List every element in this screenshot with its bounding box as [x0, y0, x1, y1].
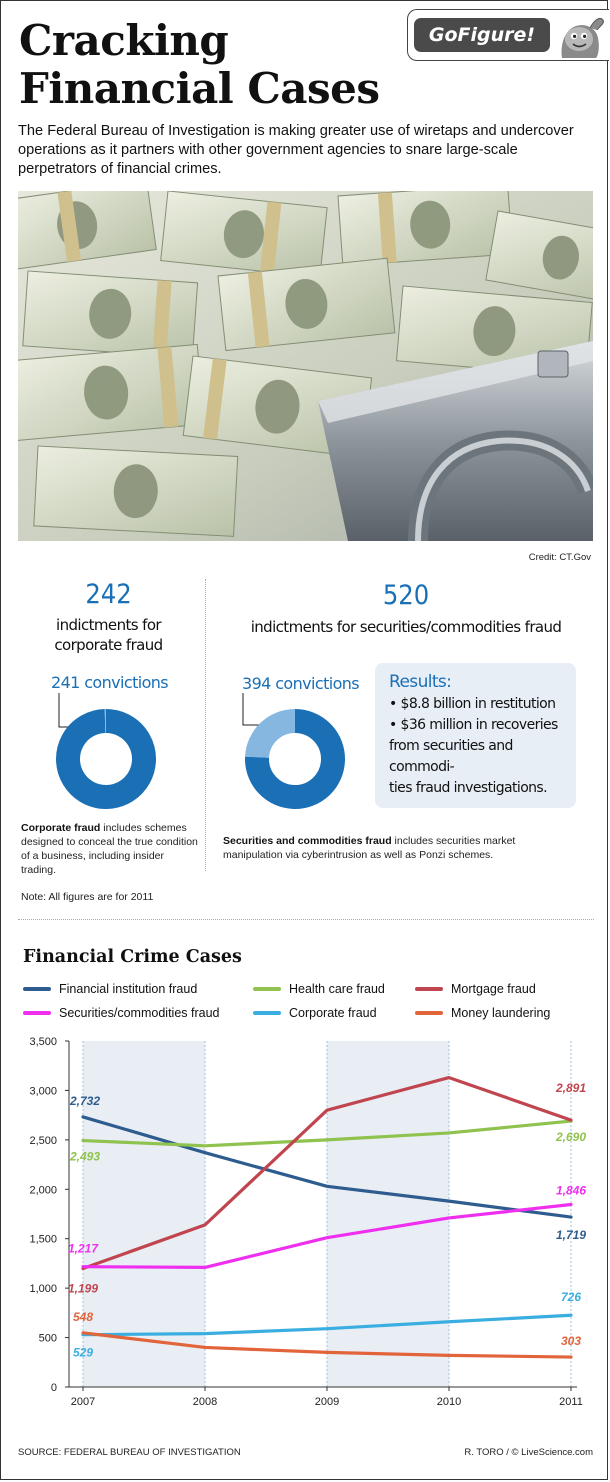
- data-label-securities-commodities-fraud-start: 1,217: [67, 1241, 99, 1256]
- data-label-financial-institution-fraud-end: 1,719: [555, 1228, 587, 1243]
- column-divider: [205, 579, 206, 871]
- x-tick-label: 2009: [314, 1396, 340, 1408]
- corporate-indictments-label: [21, 615, 196, 655]
- data-label-corporate-fraud-start: 529: [72, 1345, 94, 1360]
- securities-convictions-label: 394 convictions: [242, 674, 360, 693]
- data-label-health-care-fraud-start: 2,493: [69, 1149, 101, 1164]
- data-label-corporate-fraud-end: 726: [560, 1290, 582, 1305]
- chart-title: Financial Crime Cases: [23, 947, 242, 967]
- title-line-1: Cracking: [19, 16, 229, 65]
- corporate-indictments-number: 242: [85, 579, 132, 610]
- legend-label-securities: Securities/commodities fraud: [59, 1006, 220, 1020]
- mascot-icon: [556, 12, 606, 60]
- corporate-convictions-slice: [68, 721, 144, 797]
- author-credit: R. TORO / © LiveScience.com: [464, 1447, 593, 1458]
- legend-swatch-health-care: [253, 987, 281, 991]
- legend-label-money-laundering: Money laundering: [451, 1006, 551, 1020]
- corporate-fraud-note: [21, 821, 201, 877]
- legend-swatch-corporate: [253, 1011, 281, 1015]
- legend-health-care: [253, 982, 385, 996]
- securities-note-bold: Securities and commodities fraud: [223, 835, 392, 847]
- data-label-money-laundering-start: 548: [72, 1309, 94, 1324]
- results-recoveries: • $36 million in recoveries: [389, 717, 558, 733]
- legend-securities: [23, 1006, 219, 1020]
- gofigure-logo: [414, 18, 550, 52]
- y-tick-label: 1,500: [29, 1233, 57, 1246]
- y-tick-label: 500: [38, 1332, 57, 1345]
- legend-mortgage: [415, 982, 536, 996]
- results-box: [375, 663, 576, 808]
- corporate-donut-chart: [21, 691, 181, 821]
- y-tick-label: 2,500: [29, 1134, 57, 1147]
- corporate-label-line-1: indictments for: [56, 616, 161, 634]
- intro-paragraph: The Federal Bureau of Investigation is making greater use of wiretaps and undercover operations as it partners with other government agencies to snare large-scale perpetrators of financial crimes.: [18, 123, 574, 177]
- legend-label-corporate: Corporate fraud: [289, 1006, 377, 1020]
- legend-swatch-financial-institution: [23, 987, 51, 991]
- data-label-health-care-fraud-end: 2,690: [555, 1130, 587, 1145]
- corporate-convictions-label: 241 convictions: [51, 673, 169, 692]
- money-briefcase-photo: [18, 191, 593, 541]
- photo-credit: Credit: CT.Gov: [528, 552, 591, 563]
- gofigure-badge: [407, 9, 609, 61]
- gofigure-logo-text: GoFigure!: [428, 24, 536, 46]
- legend-swatch-securities: [23, 1011, 51, 1015]
- securities-note-text: includes securities market manipulation via cyberintrusion as well as Ponzi schemes.: [223, 835, 516, 861]
- legend-money-laundering: [415, 1006, 550, 1020]
- securities-other-slice: [257, 721, 295, 757]
- results-title: Results:: [389, 672, 452, 692]
- results-recoveries-cont-1: from securities and commodi-: [389, 738, 513, 775]
- x-tick-label: 2008: [192, 1396, 218, 1408]
- legend-swatch-money-laundering: [415, 1011, 443, 1015]
- corporate-label-line-2: corporate fraud: [54, 636, 163, 654]
- corporate-note-text: includes schemes designed to conceal the true condition of a business, including insider trading.: [21, 822, 198, 876]
- results-recoveries-cont-2: ties fraud investigations.: [389, 780, 547, 796]
- securities-indictments-number: 520: [382, 580, 430, 611]
- money-photo-illustration: [18, 191, 593, 541]
- legend-corporate: [253, 1006, 377, 1020]
- y-tick-label: 3,000: [29, 1085, 57, 1098]
- results-restitution: • $8.8 billion in restitution: [389, 696, 556, 712]
- data-label-mortgage-fraud-start: 1,199: [67, 1281, 99, 1296]
- data-label-securities-commodities-fraud-end: 1,846: [555, 1183, 587, 1198]
- legend-label-mortgage: Mortgage fraud: [451, 982, 536, 996]
- corporate-note-bold: Corporate fraud: [21, 822, 101, 834]
- section-divider: [18, 919, 594, 920]
- securities-donut-chart: [221, 691, 371, 821]
- page-title: [19, 17, 380, 113]
- y-tick-label: 1,000: [29, 1283, 57, 1296]
- legend-label-health-care: Health care fraud: [289, 982, 385, 996]
- securities-callout-line: [243, 693, 259, 725]
- y-tick-label: 3,500: [29, 1036, 57, 1048]
- figures-year-note: Note: All figures are for 2011: [21, 891, 154, 903]
- x-tick-label: 2011: [559, 1396, 583, 1408]
- data-label-mortgage-fraud-end: 2,891: [555, 1081, 587, 1096]
- y-tick-label: 2,000: [29, 1184, 57, 1197]
- legend-financial-institution: [23, 982, 197, 996]
- securities-indictments-label: indictments for securities/commodities fraud: [250, 618, 562, 636]
- y-tick-label: 0: [50, 1382, 57, 1394]
- legend-swatch-mortgage: [415, 987, 443, 991]
- financial-crime-line-chart: [1, 1031, 609, 1421]
- x-tick-label: 2007: [70, 1396, 96, 1408]
- data-label-financial-institution-fraud-start: 2,732: [69, 1093, 101, 1108]
- source-note: SOURCE: FEDERAL BUREAU OF INVESTIGATION: [18, 1447, 241, 1458]
- x-tick-label: 2010: [436, 1396, 462, 1408]
- title-line-2: Financial Cases: [19, 64, 380, 113]
- legend-label-financial-institution: Financial institution fraud: [59, 982, 198, 996]
- data-label-money-laundering-end: 303: [560, 1334, 582, 1349]
- securities-fraud-note: [223, 834, 553, 862]
